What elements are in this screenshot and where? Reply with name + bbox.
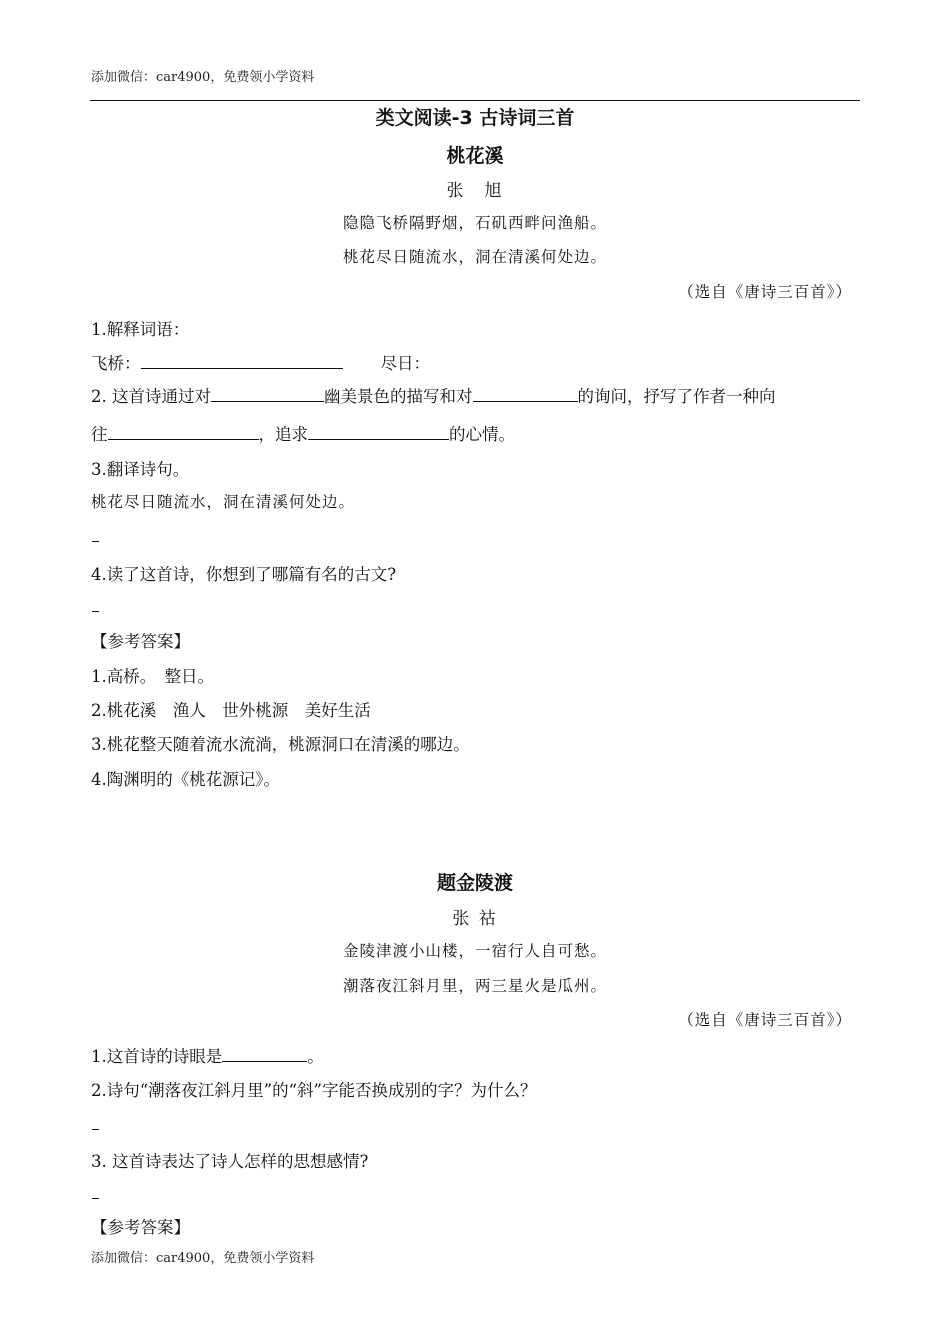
poem2-question-3: 3. 这首诗表达了诗人怎样的思想感情? [91,1152,369,1171]
answer-blank[interactable] [473,384,578,402]
answer-blank[interactable] [141,351,343,369]
term-jinri-label: 尽日： [380,354,430,373]
poem1-question-4: 4.读了这首诗，你想到了哪篇有名的古文? [91,565,397,584]
poem1-source: （选自《唐诗三百首》） [678,283,852,301]
poem1-answer-4: 4.陶渊明的《桃花源记》。 [91,770,280,789]
poem1-question-1-terms [91,350,430,374]
poem1-author: 张 旭 [446,181,504,201]
poem1-question-3-line: 桃花尽日随流水，洞在清溪何处边。 [91,493,356,511]
answer-line[interactable] [92,1198,99,1199]
poem2-source: （选自《唐诗三百首》） [678,1011,852,1029]
poem1-answer-heading: 【参考答案】 [91,632,190,651]
poem2-line-2: 潮落夜江斜月里，两三星火是瓜州。 [342,977,607,995]
answer-line[interactable] [92,611,99,612]
q2-text-c: 的询问，抒写了作者一种向 [577,387,776,406]
header-rule [90,100,860,101]
poem1-question-2-line-2 [91,421,515,445]
poem1-line-2: 桃花尽日随流水，洞在清溪何处边。 [342,248,607,266]
answer-line[interactable] [92,541,99,542]
q2-text-d: 往 [91,425,108,444]
header-note: 添加微信：car4900，免费领小学资料 [91,70,315,85]
poem2-title: 题金陵渡 [436,872,513,894]
p2q1-text-b: 。 [307,1047,324,1066]
poem1-question-3: 3.翻译诗句。 [91,460,190,479]
answer-blank[interactable] [222,1044,307,1062]
q2-text-b: 幽美景色的描写和对 [324,387,473,406]
q2-text-e: ，追求 [258,425,308,444]
poem1-question-1: 1.解释词语： [91,320,190,339]
footer-note: 添加微信：car4900，免费领小学资料 [91,1251,315,1266]
poem1-answer-2: 2.桃花溪 渔人 世外桃源 美好生活 [91,701,371,720]
q2-text-a: 2. 这首诗通过对 [91,387,211,406]
q2-text-f: 的心情。 [449,425,515,444]
poem2-question-2: 2.诗句“潮落夜江斜月里”的“斜”字能否换成别的字？为什么？ [91,1081,537,1100]
p2q1-text-a: 1.这首诗的诗眼是 [91,1047,223,1066]
poem2-author: 张 祜 [452,909,498,929]
poem1-title: 桃花溪 [446,145,504,167]
poem2-line-1: 金陵津渡小山楼，一宿行人自可愁。 [342,942,607,960]
poem1-question-2-line-1 [91,383,776,407]
poem1-answer-3: 3.桃花整天随着流水流淌，桃源洞口在清溪的哪边。 [91,735,470,754]
document-title: 类文阅读-3 古诗词三首 [375,107,575,129]
poem2-question-1 [91,1043,324,1067]
answer-line[interactable] [92,1129,99,1130]
answer-blank[interactable] [308,422,449,440]
answer-blank[interactable] [211,384,324,402]
answer-blank[interactable] [108,422,259,440]
term-feiqiao-label: 飞桥： [91,354,141,373]
poem2-answer-heading: 【参考答案】 [91,1218,190,1237]
poem1-answer-1: 1.高桥。 整日。 [91,667,214,686]
poem1-line-1: 隐隐飞桥隔野烟，石矶西畔问渔船。 [342,214,607,232]
